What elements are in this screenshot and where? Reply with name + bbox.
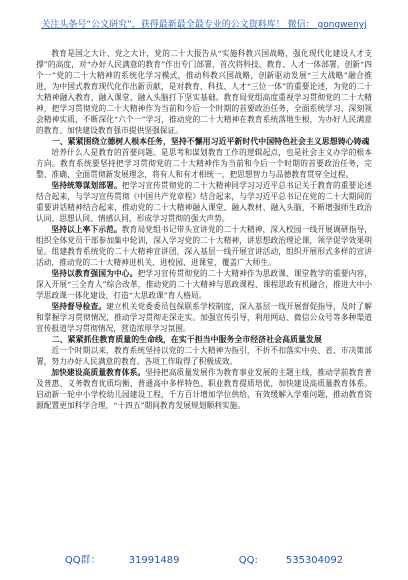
qq-group-number: 31991489	[128, 555, 180, 566]
qq-number: 535304092	[285, 555, 344, 566]
paragraph-7: 近一个时期以来，教育系统坚持以党的二十大精神为指引，不折不扣落实中央、省、市决策部署，努力办好人民满意的教育。各项工作取得了积极成效。	[36, 346, 372, 366]
paragraph-4	[36, 224, 372, 268]
promo-text: 关注头条号“公文研究”，获得最新最全最专业的公文资料库！	[41, 20, 285, 30]
document-body	[36, 48, 372, 544]
wechat-id-link[interactable]: gongwenyj	[317, 20, 367, 30]
body-text-5: 把学习宣传贯彻党的二十大精神作为思政课、课堂教学的重要内容，深入开展“三全育人”综合改革，推动党的二十大精神与思政课程、课程思政有机融合，推进大中小学思政课一体化建设，打造“大思政课”育人格局。	[36, 269, 372, 300]
lead-text-6: 坚持督导检查。	[51, 302, 107, 311]
paragraph-5	[36, 268, 372, 301]
qq-label: QQ:	[238, 555, 258, 566]
lead-text-4: 坚持以上率下示范。	[51, 225, 122, 234]
lead-text-3: 坚持统筹谋划部署。	[51, 181, 122, 190]
qq-group-label: QQ群：	[64, 555, 101, 566]
lead-text-5: 坚持以教育强国为中心。	[51, 269, 138, 278]
body-text-6: 建立机关党委委员包保联系学校制度，深入基层一线开展督促指导，及时了解和掌握学习贯彻情况，推动学习贯彻走深走实。加强宣传引导，利用网站、微信公众号等多种渠道宣传报道学习贯彻情况，营造浓厚学习氛围。	[36, 302, 372, 333]
contact-footer	[0, 552, 408, 570]
body-text-4: 教育局党组书记带头宣讲党的二十大精神，深入校园一线开展调研指导，组织全体党员干部参加集中轮训，深入学习党的二十大精神，讲思想政治理论课，领学促学效果明显。组建教育系统党的二十大精神宣讲团，深入基层一线开展宣讲活动，组织开展形式多样的宣讲活动，推动党的二十大精神进机关、进校园、进课堂，覆盖广大师生。	[36, 225, 372, 267]
lead-text-8: 加快建设高质量教育体系。	[51, 368, 146, 377]
section-heading-2: 二、紧紧抓住教育质量的生命线，在实干担当中服务全市经济社会高质量发展	[51, 335, 322, 344]
paragraph-3	[36, 180, 372, 224]
paragraph-2: 培养什么人是教育的首要问题。是思考和谋划教育工作的逻辑起点，也是社会主义办学的根本方向。教育系统要坚持把学习贯彻党的二十大精神作为当前和今后一个时期的首要政治任务，完整、准确、全面贯彻新发展理念，将有人和有才相统一，把思想智力与品德教育贯穿全过程。	[36, 148, 372, 179]
qq-group-contact	[51, 555, 194, 566]
wechat-label: 微信：	[287, 20, 315, 30]
promo-line	[0, 0, 408, 32]
paragraph-8	[36, 367, 372, 411]
paragraph-intro: 教育是国之大计、党之大计，党的二十大报告从“实施科教兴国战略，强化现代化建设人才支撑”的高度，对“办好人民满意的教育”作出专门部署，首次将科技、教育、人才一体部署。创新“四个一”党的二十大精神的系统化学习模式，推动科教兴国战略，创新驱动发展“三大战略”融合推进，为中国式教育现代化作出新贡献，是对教育、科技、人才“三位一体”的重要论述，为党的二十大精神融入教育、融入课堂、融入头脑打下坚实基础。教育局党组高度重视学习贯彻党的二十大精神，把学习贯彻党的二十大精神作为当前和今后一个时期的首要政治任务，全面系统学习、深刻领会精神实质，不断深化“六个一”学习，推动党的二十大精神在教育系统落地生根，为办好人民满意的教育、加快建设教育强市提供坚强保证。	[36, 49, 372, 135]
paragraph-6	[36, 301, 372, 334]
promo-header	[0, 0, 408, 40]
body-text-8: 坚持把高质量发展作为教育事业发展的主题主线，推动学前教育普及普惠、义务教育优质均衡、普通高中多样特色、职业教育提质培优，加快建设高质量教育体系。启动新一轮中小学校幼儿园建设工程，千方百计增加学位供给，有效缓解入学难问题，推动教育资源配置更加科学合理，“十四五”期间教育发展规划顺利实施。	[36, 368, 372, 410]
body-text-3: 把学习宣传贯彻党的二十大精神同学习习近平总书记关于教育的重要论述结合起来，与学习宣传贯彻《中国共产党章程》结合起来，与学习近平总书记在党的二十大期间的重要讲话精神结合起来，推动党的二十大精神融入课堂、融入教材、融入头脑，不断增强师生政治认同、思想认同、情感认同，形成学习贯彻的强大声势。	[36, 181, 372, 223]
section-heading-1: 一、紧紧围绕立德树人根本任务，坚持不懈用习近平新时代中国特色社会主义思想铸心铸魂	[51, 137, 370, 146]
qq-contact	[225, 555, 357, 566]
